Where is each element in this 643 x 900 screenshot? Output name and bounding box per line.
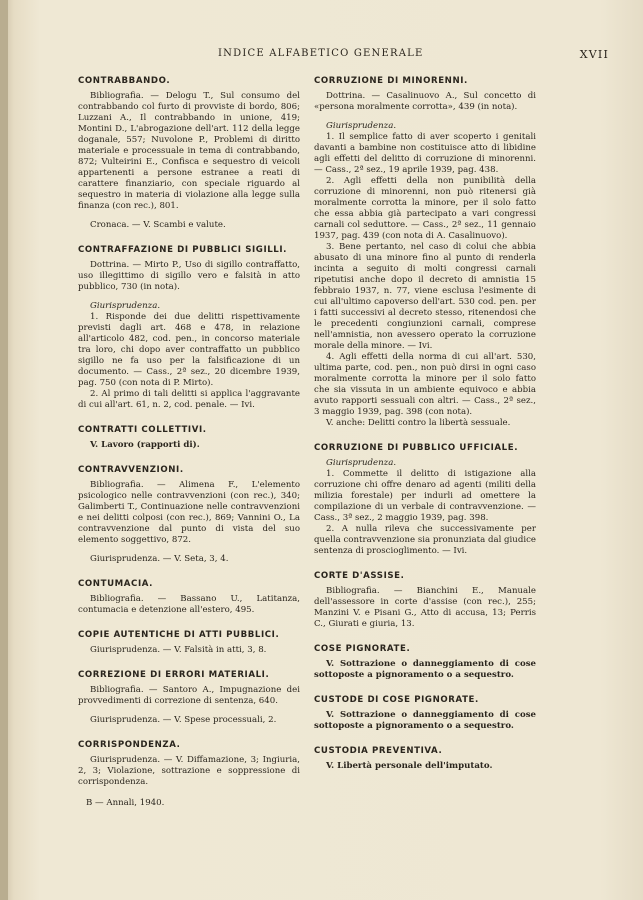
entry-item: 2. Al primo di tali delitti si applica l'aggravante di cui all'art. 61, n. 2, cod. penale. — Ivi. (78, 389, 300, 410)
left-column (78, 76, 300, 809)
entry-item: 1. Commette il delitto di istigazione alla corruzione chi offre denaro ad agenti (militi della milizia forestale) per indurli ad omettere la compilazione di un verbale di contravvenzione. — Cass., 3ª sez., 2 maggio 1939, pag. 398. (314, 469, 536, 523)
entry-heading-contrabbando: CONTRABBANDO. (78, 76, 171, 86)
entry-bibliography: Bibliografia. — Alimena F., L'elemento psicologico nelle contravvenzioni (con rec.), 340; Galimberti T., Continuazione nelle contravvenzioni e nei delitti colposi (con rec.), 869; Vannini O., La contravvenzione dal punto di vista del suo elemento soggettivo, 872. (78, 480, 300, 545)
entry-see-also: V. Sottrazione o danneggiamento di cose sottoposte a pignoramento o a sequestro. (314, 659, 536, 680)
entry-giurisprudenza-label: Giurisprudenza. (90, 301, 161, 311)
entry-cronaca: Cronaca. — V. Scambi e valute. (90, 220, 226, 230)
entry-giurisprudenza-label: Giurisprudenza. (326, 458, 397, 468)
entry-bibliography: Bibliografia. — Santoro A., Impugnazione dei provvedimenti di correzione di sentenza, 640. (78, 685, 300, 706)
entry-item: 4. Agli effetti della norma di cui all'art. 530, ultima parte, cod. pen., non può dirsi in ogni caso moralmente corrotta la minore per il solo fatto che sia vissuta in un ambiente equivoco e abbia avuto rapporti sessuali con altri. — Cass., 2ª sez., 3 maggio 1939, pag. 398 (con nota). (314, 352, 536, 417)
entry-giurisprudenza: Giurisprudenza. — V. Seta, 3, 4. (90, 554, 229, 564)
page-header (40, 48, 613, 64)
page-footer-signature: B — Annali, 1940. (86, 798, 165, 808)
entry-heading-corrispondenza: CORRISPONDENZA. (78, 740, 181, 750)
entry-item: 2. Agli effetti della non punibilità della corruzione di minorenni, non può ritenersi già moralmente corrotta la minore, per il solo fatto che essa abbia già partecipato a vari congressi carnali col seduttore. — Cass., 2ª sez., 11 gennaio 1937, pag. 439 (con nota di A. Casalinuovo). (314, 176, 536, 241)
entry-item: 3. Bene pertanto, nel caso di colui che abbia abusato di una minore fino al punto di renderla incinta a seguito di molti congressi carnali ripetutisi anche dopo il decreto di amnistia 15 febbraio 1937, n. 77, viene esclusa l'esimente di cui all'ultimo capoverso dell'art. 530 cod. pen. per i fatti successivi al decreto stesso, ritenendosi che le precedenti congiunzioni carnali, comprese nell'amnistia, non avessero operato la corruzione morale della minore. — Ivi. (314, 242, 536, 351)
page-number: XVII (579, 48, 609, 61)
entry-dottrina: Dottrina. — Casalinuovo A., Sul concetto di «persona moralmente corrotta», 439 (in nota). (314, 91, 536, 112)
entry-see-also: V. Libertà personale dell'imputato. (326, 761, 493, 771)
entry-heading-contratti: CONTRATTI COLLETTIVI. (78, 425, 207, 435)
entry-see-also: V. anche: Delitti contro la libertà sessuale. (326, 418, 511, 428)
entry-giurisprudenza-label: Giurisprudenza. (326, 121, 397, 131)
entry-bibliography: Bibliografia. — Delogu T., Sul consumo del contrabbando col furto di provviste di bordo, 806; Luzzani A., Il contrabbando in unione, 419; Montini D., L'abrogazione dell'art. 112 della legge doganale, 557; Nuvolone P., Problemi di diritto materiale e processuale in tema di contrabbando, 872; Vulteirini E., Confisca e sequestro di veicoli appartenenti a persone estranee a reati di carattere finanziario, con speciale riguardo al sequestro in materia di violazione alla legge sulla finanza (con rec.), 801. (78, 91, 300, 211)
entry-see-also: V. Sottrazione o danneggiamento di cose sottoposte a pignoramento o a sequestro. (314, 710, 536, 731)
entry-giurisprudenza: Giurisprudenza. — V. Diffamazione, 3; Ingiuria, 2, 3; Violazione, sottrazione e soppressione di corrispondenza. (78, 755, 300, 787)
entry-heading-cose-pignorate: COSE PIGNORATE. (314, 644, 411, 654)
entry-heading-custodia: CUSTODIA PREVENTIVA. (314, 746, 443, 756)
entry-item: 2. A nulla rileva che successivamente per quella contravvenzione sia pronunziata dal giudice sentenza di proscioglimento. — Ivi. (314, 524, 536, 556)
book-spine-shadow (0, 0, 8, 900)
entry-item: 1. Risponde dei due delitti rispettivamente previsti dagli art. 468 e 478, in relazione all'articolo 482, cod. pen., in concorso materiale tra loro, chi dopo aver contraffatto un pubblico sigillo ne fa uso per la falsificazione di un documento. — Cass., 2ª sez., 20 dicembre 1939, pag. 750 (con nota di P. Mirto). (78, 312, 300, 388)
entry-heading-corte-assise: CORTE D'ASSISE. (314, 571, 405, 581)
right-column (314, 76, 536, 772)
entry-heading-corruzione-minorenni: CORRUZIONE DI MINORENNI. (314, 76, 468, 86)
entry-item: 1. Il semplice fatto di aver scoperto i genitali davanti a bambine non costituisce atto di libidine agli effetti del delitto di corruzione di minorenni. — Cass., 2ª sez., 19 aprile 1939, pag. 438. (314, 132, 536, 175)
entry-heading-contravvenzioni: CONTRAVVENZIONI. (78, 465, 184, 475)
entry-bibliography: Bibliografia. — Bassano U., Latitanza, contumacia e detenzione all'estero, 495. (78, 594, 300, 615)
entry-heading-correzione: CORREZIONE DI ERRORI MATERIALI. (78, 670, 270, 680)
entry-bibliography: Bibliografia. — Bianchini E., Manuale dell'assessore in corte d'assise (con rec.), 255; Manzini V. e Pisani G., Atto di accusa, 13; Perris C., Giurati e giuria, 13. (314, 586, 536, 629)
entry-see-also: V. Lavoro (rapporti di). (90, 440, 200, 450)
entry-heading-custode: CUSTODE DI COSE PIGNORATE. (314, 695, 479, 705)
running-title: INDICE ALFABETICO GENERALE (218, 48, 424, 59)
entry-heading-contumacia: CONTUMACIA. (78, 579, 154, 589)
entry-heading-copie: COPIE AUTENTICHE DI ATTI PUBBLICI. (78, 630, 280, 640)
entry-dottrina: Dottrina. — Mirto P., Uso di sigillo contraffatto, uso illegittimo di sigillo vero e falsità in atto pubblico, 730 (in nota). (78, 260, 300, 292)
entry-giurisprudenza: Giurisprudenza. — V. Falsità in atti, 3, 8. (90, 645, 267, 655)
entry-heading-contraffazione: CONTRAFFAZIONE DI PUBBLICI SIGILLI. (78, 245, 288, 255)
entry-giurisprudenza: Giurisprudenza. — V. Spese processuali, 2. (90, 715, 277, 725)
entry-heading-corruzione-pubblico: CORRUZIONE DI PUBBLICO UFFICIALE. (314, 443, 519, 453)
